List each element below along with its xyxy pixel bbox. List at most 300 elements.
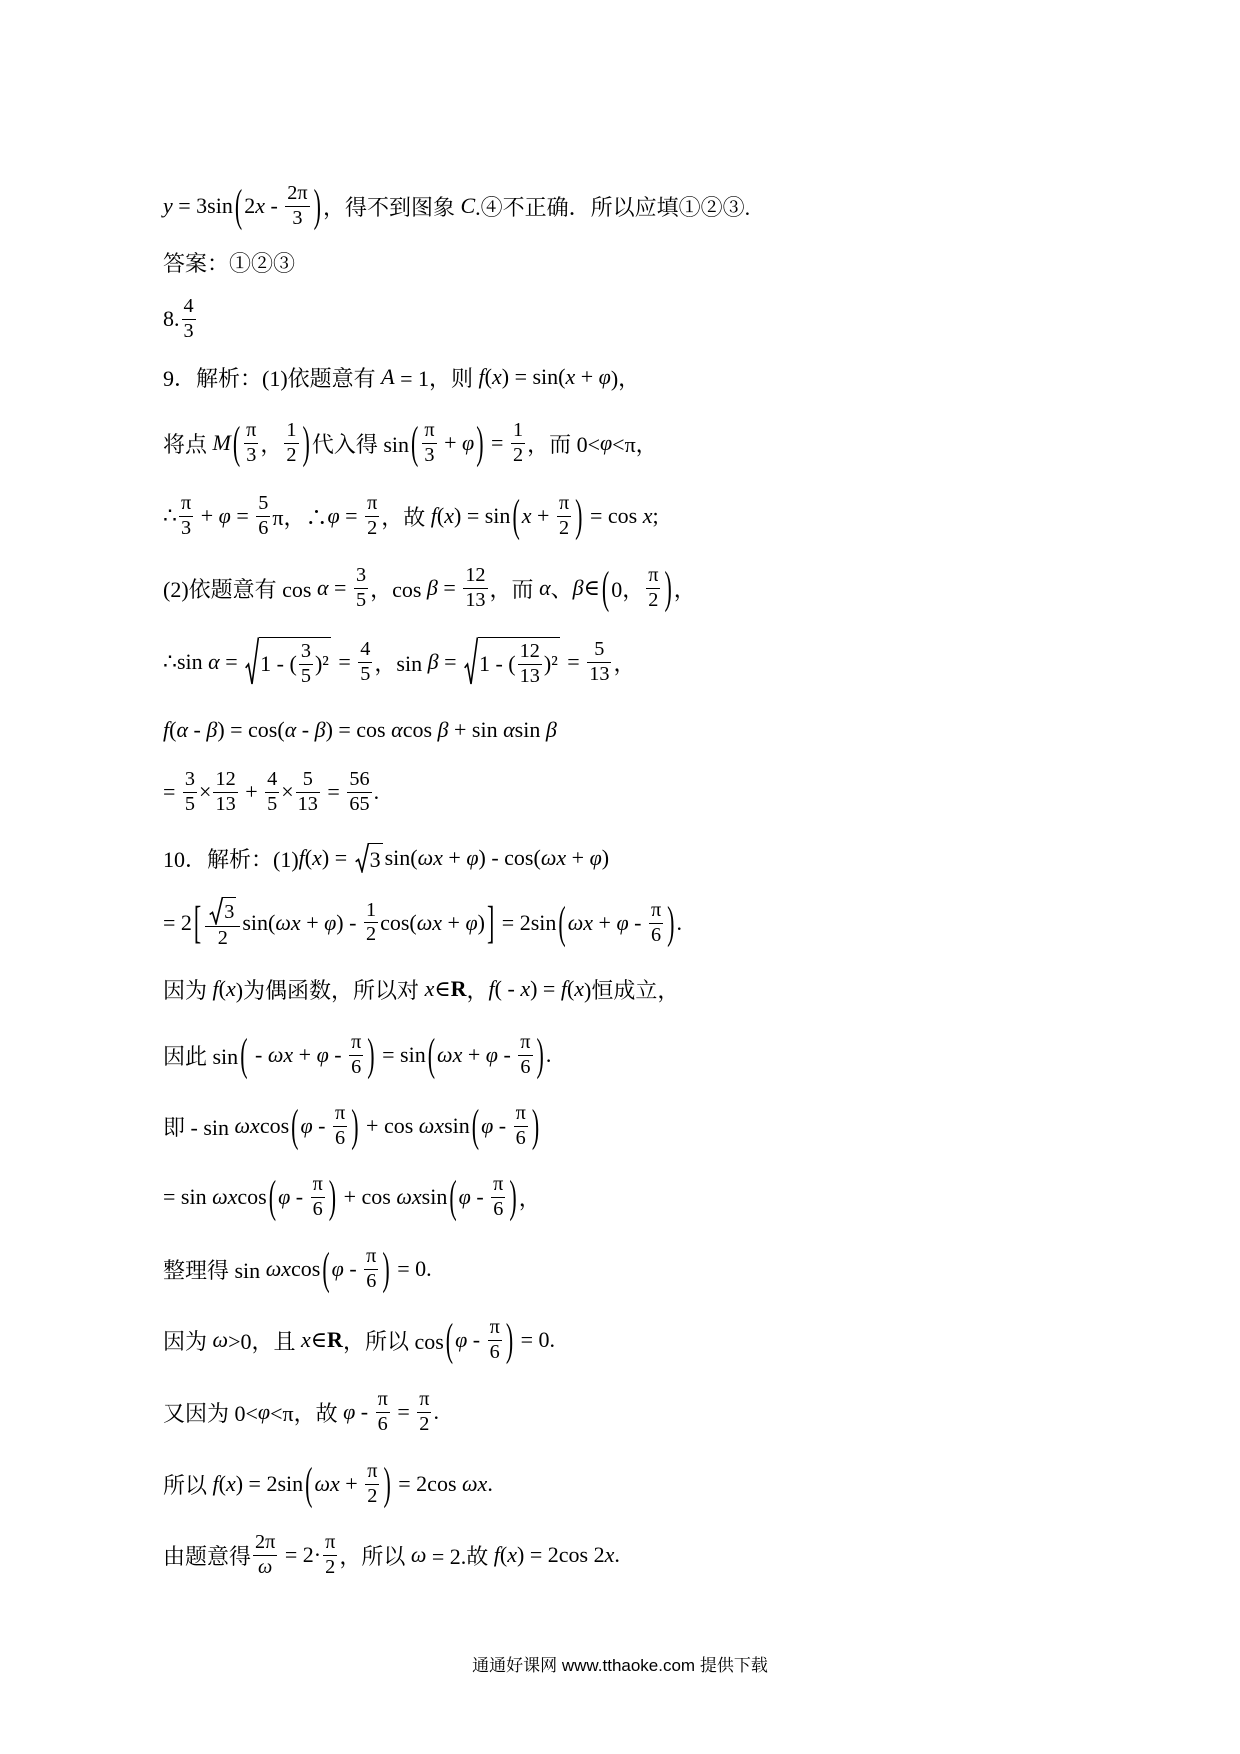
fraction-denominator [354,589,368,611]
solution-line [163,230,295,294]
parenthesized-group [231,416,312,468]
math-text: π，∴ [272,504,328,530]
fraction-numerator [376,1389,390,1412]
math-text: ，所以 cos [342,1328,444,1354]
radical-sign-icon [464,637,478,686]
math-text: ，sin [374,650,428,676]
fraction-denominator [364,1270,378,1292]
open-delimiter: ( [305,1457,313,1509]
math-text: 3 [292,206,303,229]
math-text: ，而 0< [527,431,600,457]
fraction [646,565,660,610]
math-text: 2 [244,193,256,218]
fraction [265,769,279,814]
math-text: × [199,779,212,804]
fraction-numerator [649,900,663,923]
math-text: ) = 2sin [235,1471,304,1496]
math-text: 1 [365,899,377,922]
parenthesized-group [444,1313,515,1365]
math-group [314,1461,381,1506]
parenthesized-group [470,1099,541,1151]
math-text: 、 [550,576,573,602]
close-delimiter: ) [367,1028,375,1080]
math-variable: f [478,364,485,389]
math-text: 9．解析：(1)依题意有 [163,365,382,391]
math-text: = [163,779,181,804]
math-text: )恒成立， [584,977,680,1003]
math-text: ， [466,977,489,1003]
math-text: 6 [650,923,662,946]
fraction [333,1103,347,1148]
math-text: = sin [376,1042,426,1067]
math-variable: α [539,575,551,600]
math-variable: ωx [212,1184,238,1209]
fraction-denominator [376,1413,390,1435]
close-delimiter: ) [531,1099,540,1151]
math-text: + [442,845,467,870]
math-text: ) - cos( [478,845,541,870]
math-text: π [489,1316,500,1339]
math-variable: α [208,649,220,674]
math-text: + [239,779,264,804]
open-delimiter: ( [512,489,520,541]
close-delimiter: ) [505,1313,514,1365]
math-variable: ωx [314,1471,340,1496]
math-text: - [188,717,207,742]
fraction-denominator [323,1556,337,1578]
math-text: = 2cos [392,1471,462,1496]
fraction-denominator [358,663,372,685]
math-text: = [339,503,364,528]
math-text: 2 [365,923,377,946]
math-text: = 2.故 [426,1543,494,1569]
math-text: 6 [258,516,269,539]
math-text: = [328,575,352,600]
math-text: - [264,193,284,218]
parenthesized-group [238,1028,376,1080]
fraction [514,1103,528,1148]
math-variable: α [284,717,297,742]
fraction-denominator [299,665,313,687]
math-variable: φ [599,430,613,455]
solution-line [163,1380,439,1444]
math-variable: φ [316,1042,329,1067]
fraction-numerator [364,900,378,923]
math-text: ) = 2cos 2 [517,1542,605,1567]
math-text: 将点 [163,431,213,457]
math-text: - [355,1399,374,1424]
fraction [365,493,379,538]
math-text: (2)依题意有 cos [163,576,317,602]
math-text: 代入得 sin [311,431,410,457]
math-text: ( [436,503,445,528]
fraction-denominator [518,1056,532,1078]
math-text: . [487,1471,493,1496]
math-text: π [312,1173,323,1196]
math-variable: φ [598,364,611,389]
fraction-denominator [514,1127,528,1149]
fraction [376,1389,390,1434]
math-text: 4 [267,768,278,791]
math-text: + [575,364,599,389]
math-text: 又因为 0< [163,1400,258,1426]
math-text: = 2 [163,910,192,935]
close-delimiter: ] [486,896,495,948]
open-delimiter: ( [427,1028,436,1080]
fraction-numerator [488,1317,502,1340]
solution-line [163,826,609,890]
fraction-numerator [518,641,542,664]
math-text: - [249,1042,268,1067]
math-text: - [470,1184,490,1209]
math-group [420,420,474,465]
math-text: 6 [520,1055,531,1078]
math-variable: φ [589,845,602,870]
math-text: + [531,503,555,528]
fraction-numerator [285,183,309,206]
parenthesized-group [192,897,496,949]
math-text: 3 [224,901,235,924]
math-variable: C [460,193,476,218]
math-variable: ωx [275,909,301,935]
math-variable: φ [331,1256,344,1281]
math-group [278,1174,327,1219]
fraction-denominator [265,793,279,815]
math-text: )² [543,651,558,676]
math-variable: x [565,364,576,389]
math-text: = 2sin [496,910,557,935]
math-text: 3 [246,443,257,466]
math-text: ) - [336,909,362,935]
math-variable: x [507,1542,518,1567]
open-delimiter: ( [322,1242,330,1294]
math-group [522,493,573,538]
math-text: + [566,845,590,870]
open-delimiter: ( [411,416,419,468]
parenthesized-group [233,179,323,231]
math-text: ， [260,431,283,457]
solution-line [163,698,557,762]
math-variable: x [312,845,322,870]
math-variable: β [206,717,218,742]
math-text: cos [259,1113,290,1138]
fraction-numerator [587,639,611,662]
open-delimiter: ( [240,1028,248,1080]
square-root [464,637,560,686]
math-text: π [377,1388,388,1411]
fraction-denominator [347,793,371,815]
fraction-denominator [216,927,230,949]
math-text: ( [566,976,575,1001]
math-variable: ωx [234,1113,260,1138]
fraction-numerator [253,1532,277,1555]
math-text: = 1，则 [394,365,479,391]
parenthesized-group [510,489,584,541]
math-text: ∈ [434,976,451,1001]
fraction-numerator [365,1461,379,1484]
math-variable: x [225,1471,236,1496]
math-text: 5 [184,792,196,815]
solution-line [163,1523,620,1587]
fraction-numerator [365,493,379,516]
math-text: 2 [512,443,524,466]
math-text: 3 [300,640,311,663]
fraction-numerator [417,1389,431,1412]
fraction [179,493,193,538]
fraction [183,769,197,814]
math-text: + [293,1042,317,1067]
math-text: π [366,1245,377,1268]
math-text: - [493,1113,512,1138]
fraction-numerator [183,769,197,792]
open-delimiter: ( [234,179,243,231]
open-delimiter: ( [471,1099,480,1151]
fraction-numerator [296,769,320,792]
math-text: 答案：①②③ [163,250,296,276]
fraction-numerator [511,420,525,443]
math-variable: f [212,976,219,1001]
fraction [296,769,320,814]
math-variable: α [176,717,189,742]
fraction [488,1317,502,1362]
fraction-numerator [205,897,240,927]
math-variable: x [574,976,585,1001]
fraction-numerator [323,1532,337,1555]
fraction [256,493,270,538]
solution-line [163,760,379,824]
math-variable: φ [324,909,337,935]
math-text: - [467,1327,486,1352]
fraction-numerator [179,493,193,516]
math-text: . [614,1542,620,1567]
math-text: . [545,1042,552,1067]
math-text: = [219,649,244,674]
math-variable: ωx [417,845,443,870]
parenthesized-group [267,1170,338,1222]
math-text: 6 [377,1412,388,1435]
math-variable: x [300,1327,311,1352]
close-delimiter: ) [302,416,310,468]
math-text: + sin [448,717,504,742]
math-group [242,420,300,465]
math-text: π [515,1102,526,1125]
fraction-denominator [422,444,436,466]
math-text: cos [402,717,438,742]
math-text: ，而 [489,576,540,602]
fraction-numerator [244,420,258,443]
fraction [511,420,525,465]
fraction-numerator [347,769,371,792]
math-variable: φ [462,430,475,455]
math-variable: A [381,364,395,389]
math-text: ; [652,503,659,528]
math-text: 0， [611,576,645,602]
math-text: 3 [183,319,194,342]
math-variable: φ [458,1184,471,1209]
open-delimiter: ( [449,1170,457,1222]
fraction-numerator [256,493,270,516]
math-text: 10．解析：(1) [163,846,299,872]
math-text: ∴sin [163,649,209,674]
math-variable: x [642,503,653,528]
math-group [244,183,311,228]
math-text: π [367,492,378,515]
close-delimiter: ) [667,896,675,948]
math-text: + [195,503,219,528]
math-variable: ωx [567,910,594,935]
math-text: . [433,1399,439,1424]
math-text: + [438,430,463,455]
fraction [649,900,663,945]
fraction-denominator [646,589,660,611]
math-text: 因此 sin [163,1043,239,1069]
open-delimiter: ( [232,416,241,468]
math-text: 13 [519,664,540,687]
math-variable: β [427,649,439,674]
solution-line [163,1094,541,1158]
fraction-denominator [296,793,320,815]
math-text: ) [601,845,610,870]
math-variable: β [314,717,326,742]
fraction [299,641,313,686]
open-delimiter: ( [268,1170,277,1222]
math-text: + [593,910,617,935]
math-text: 2 [325,1555,336,1578]
math-variable: f [163,717,170,742]
math-text: = [321,779,346,804]
fraction-numerator [333,1103,347,1126]
square-root [355,843,383,873]
math-text: ， [613,650,636,676]
math-text: <π，故 [270,1400,344,1426]
solution-line [163,174,750,238]
fraction-denominator [256,1556,274,1578]
math-text: sin [444,1113,470,1138]
math-text: ) [477,909,485,935]
fraction-denominator [256,517,270,539]
fraction [285,183,309,228]
math-text: π [181,492,192,515]
math-text: π [650,899,662,922]
math-variable: ω [258,1555,273,1578]
math-text: - [328,1042,348,1067]
math-text: = [391,1399,416,1424]
solution-line [163,1308,555,1372]
math-variable: α [503,717,515,742]
math-text: = [438,649,462,674]
parenthesized-group [556,896,676,948]
math-text: π [367,1460,378,1483]
math-text: + [462,1042,486,1067]
math-text: 5 [267,792,278,815]
radical-sign-icon [245,637,259,686]
close-delimiter: ) [313,179,321,231]
math-group [611,565,662,610]
math-text: π [520,1031,531,1054]
fraction-denominator [557,517,571,539]
math-text: + cos [338,1184,397,1209]
math-variable: φ [278,1184,291,1209]
square-root [245,637,331,686]
math-text: 12 [465,564,486,587]
math-text: 6 [335,1126,346,1149]
math-variable: f [560,976,567,1001]
fraction-numerator [284,420,298,443]
math-bold-symbol: R [327,1327,343,1352]
parenthesized-group [600,561,674,613]
math-text: 1 - ( [260,651,297,676]
fraction-denominator [365,517,379,539]
solution-line [163,411,658,475]
math-text: - [312,1113,331,1138]
math-text: 2 [217,926,228,949]
radical-sign-icon [355,843,369,873]
fraction-denominator [311,1198,325,1220]
solution-line [163,484,659,548]
math-group [481,1103,530,1148]
fraction-denominator [488,1341,502,1363]
solution-line [163,345,640,409]
math-text: 5 [258,492,269,515]
math-text: 1 [512,419,524,442]
solution-line [163,1023,551,1087]
math-text: 由题意得 [163,1543,252,1569]
math-text: = [437,575,462,600]
fraction-numerator [491,1174,505,1197]
fraction [213,769,237,814]
fraction-denominator [213,793,237,815]
math-text: 5 [302,768,313,791]
math-text: ，所以 [339,1543,411,1569]
math-text: 3 [355,564,367,587]
math-text: = [332,649,357,674]
math-text: = 2· [279,1542,322,1567]
open-delimiter: ( [291,1099,299,1151]
math-text: . [373,779,380,804]
math-variable: φ [465,909,478,935]
math-text: 6 [515,1126,526,1149]
fraction-denominator [365,1485,379,1507]
math-group [260,641,329,686]
math-text: = 0. [391,1256,432,1281]
math-text: )为偶函数，所以对 [235,977,425,1003]
fraction-denominator [244,444,258,466]
math-text: 13 [297,792,318,815]
fraction-numerator [265,769,279,792]
math-variable: x [520,976,531,1001]
math-variable: f [493,1542,500,1567]
parenthesized-group [409,416,485,468]
math-variable: ωx [418,1113,445,1138]
fraction-numerator [514,1103,528,1126]
math-text: π [558,492,570,515]
math-text: ，故 [381,504,431,530]
fraction [323,1532,337,1577]
fraction-denominator [511,444,525,466]
math-text: 2 [367,516,378,539]
math-text: 3 [181,516,192,539]
math-text: 5 [355,588,367,611]
math-text: = cos [584,503,643,528]
math-text: 4 [183,295,194,318]
math-text: 13 [589,662,610,685]
math-text: 65 [349,792,370,815]
fraction-numerator [422,420,436,443]
math-text: ) = sin [454,503,511,528]
math-text: sin( [242,909,276,935]
fraction-denominator [491,1198,505,1220]
math-text: )， [610,365,641,391]
